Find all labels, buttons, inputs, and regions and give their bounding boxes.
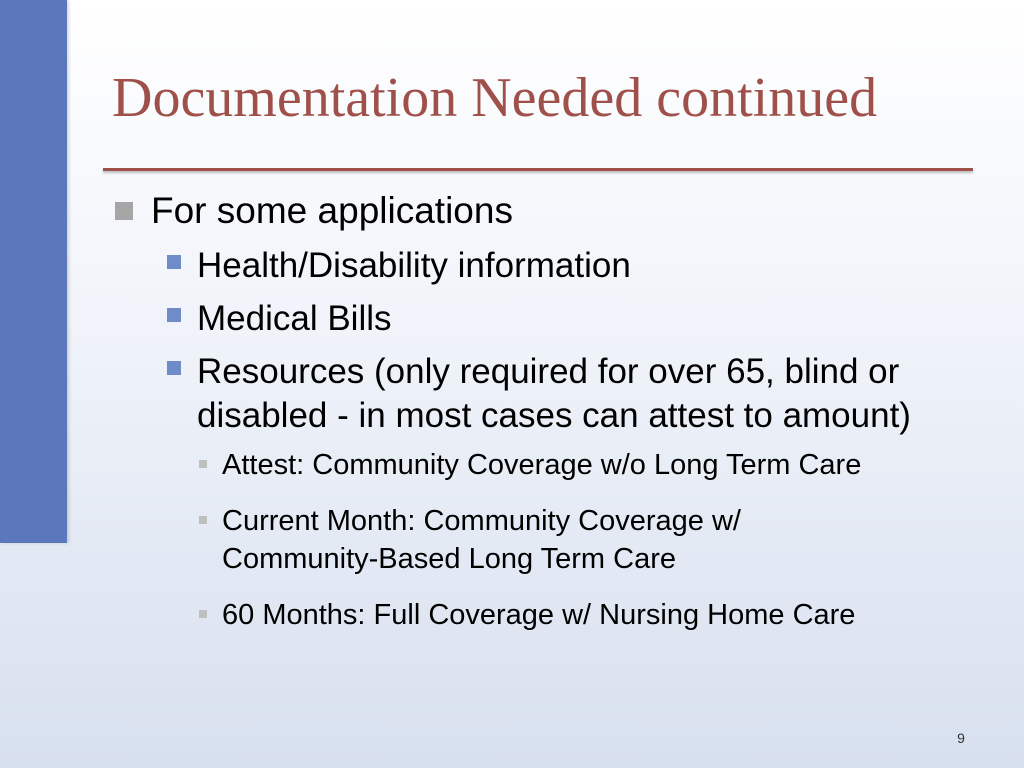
bullet-text: Attest: Community Coverage w/o Long Term Care [222,449,862,481]
square-bullet-icon [167,361,181,375]
square-bullet-icon [115,202,133,220]
page-number: 9 [957,730,965,746]
bullet-text: For some applications [151,190,513,231]
bullet-text: Medical Bills [197,299,392,338]
square-bullet-icon [199,610,207,618]
bullet-text: Health/Disability information [197,246,631,285]
bullet-text-line-1: Current Month: Community Coverage w/ [222,505,741,537]
square-bullet-icon [199,516,207,524]
bullet-text-line-1: Resources (only required for over 65, blind or [197,352,900,391]
decorative-side-bar [0,0,67,543]
square-bullet-icon [167,308,181,322]
bullet-text-line-2: Community-Based Long Term Care [222,543,676,575]
slide-title: Documentation Needed continued [112,67,878,129]
bullet-text: 60 Months: Full Coverage w/ Nursing Home Care [222,599,856,631]
title-underline [103,168,973,171]
square-bullet-icon [199,460,207,468]
square-bullet-icon [167,255,181,269]
bullet-text-line-2: disabled - in most cases can attest to amount) [197,396,911,435]
